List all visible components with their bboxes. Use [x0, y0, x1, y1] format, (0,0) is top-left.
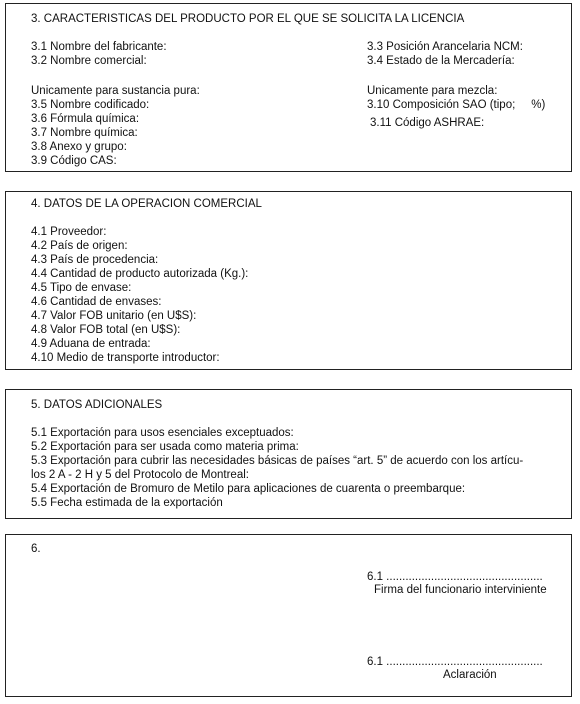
section-4-fields — [31, 225, 248, 365]
section-3-title: 3. CARACTERISTICAS DEL PRODUCTO POR EL QUE SE SOLICITA LA LICENCIA — [31, 13, 465, 25]
field-transport-means: 4.10 Medio de transporte introductor: — [31, 352, 220, 364]
section-3-pure-substance — [31, 84, 200, 168]
section-3-right-top — [367, 40, 523, 68]
section-5-box — [5, 389, 572, 519]
field-entry-customs: 4.9 Aduana de entrada: — [31, 338, 151, 350]
clarification-line: 6.1 ................................................. — [367, 656, 543, 668]
signature-line: 6.1 ................................................. — [367, 571, 543, 583]
field-sao-composition: 3.10 Composición SAO (tipo; %) — [367, 99, 546, 111]
field-supplier: 4.1 Proveedor: — [31, 226, 107, 238]
field-basic-needs-art5: 5.3 Exportación para cubrir las necesidades básicas de países “art. 5” de acuerdo con los artícu- — [31, 455, 524, 467]
section-5-fields — [31, 426, 523, 510]
field-basic-needs-art5-cont: los 2 A - 2 H y 5 del Protocolo de Montreal: — [31, 469, 249, 481]
section-6-title: 6. — [31, 543, 41, 555]
field-coded-name: 3.5 Nombre codificado: — [31, 99, 150, 111]
clarification-label: Aclaración — [443, 669, 497, 681]
field-country-origin: 4.2 País de origen: — [31, 240, 128, 252]
field-methyl-bromide: 5.4 Exportación de Bromuro de Metilo para aplicaciones de cuarenta o preembarque: — [31, 483, 466, 495]
field-country-provenance: 4.3 País de procedencia: — [31, 254, 159, 266]
pure-substance-heading: Unicamente para sustancia pura: — [31, 85, 200, 97]
field-estimated-export-date: 5.5 Fecha estimada de la exportación — [31, 497, 223, 509]
field-annex-group: 3.8 Anexo y grupo: — [31, 141, 127, 153]
section-3-mixture — [367, 84, 545, 130]
field-commercial-name: 3.2 Nombre comercial: — [31, 55, 147, 67]
section-3-box — [5, 3, 572, 172]
field-cas-code: 3.9 Código CAS: — [31, 155, 117, 167]
field-chemical-name: 3.7 Nombre química: — [31, 127, 138, 139]
field-manufacturer-name: 3.1 Nombre del fabricante: — [31, 41, 167, 53]
section-3-left-top — [31, 40, 167, 68]
section-4-title: 4. DATOS DE LA OPERACION COMERCIAL — [31, 198, 262, 210]
field-fob-total-value: 4.8 Valor FOB total (en U$S): — [31, 324, 181, 336]
field-goods-status: 3.4 Estado de la Mercadería: — [367, 55, 515, 67]
field-fob-unit-value: 4.7 Valor FOB unitario (en U$S): — [31, 310, 197, 322]
mixture-heading: Unicamente para mezcla: — [367, 85, 498, 97]
section-4-box — [5, 191, 572, 370]
field-essential-uses: 5.1 Exportación para usos esenciales exceptuados: — [31, 427, 294, 439]
section-6-box — [5, 534, 572, 697]
field-chemical-formula: 3.6 Fórmula química: — [31, 113, 140, 125]
field-authorized-quantity: 4.4 Cantidad de producto autorizada (Kg.): — [31, 268, 249, 280]
field-container-quantity: 4.6 Cantidad de envases: — [31, 296, 162, 308]
field-ashrae-code: 3.11 Código ASHRAE: — [370, 117, 485, 129]
field-raw-material: 5.2 Exportación para ser usada como materia prima: — [31, 441, 299, 453]
field-container-type: 4.5 Tipo de envase: — [31, 282, 132, 294]
signature-label: Firma del funcionario interviniente — [374, 584, 547, 596]
field-tariff-position: 3.3 Posición Arancelaria NCM: — [367, 41, 523, 53]
section-5-title: 5. DATOS ADICIONALES — [31, 399, 163, 411]
